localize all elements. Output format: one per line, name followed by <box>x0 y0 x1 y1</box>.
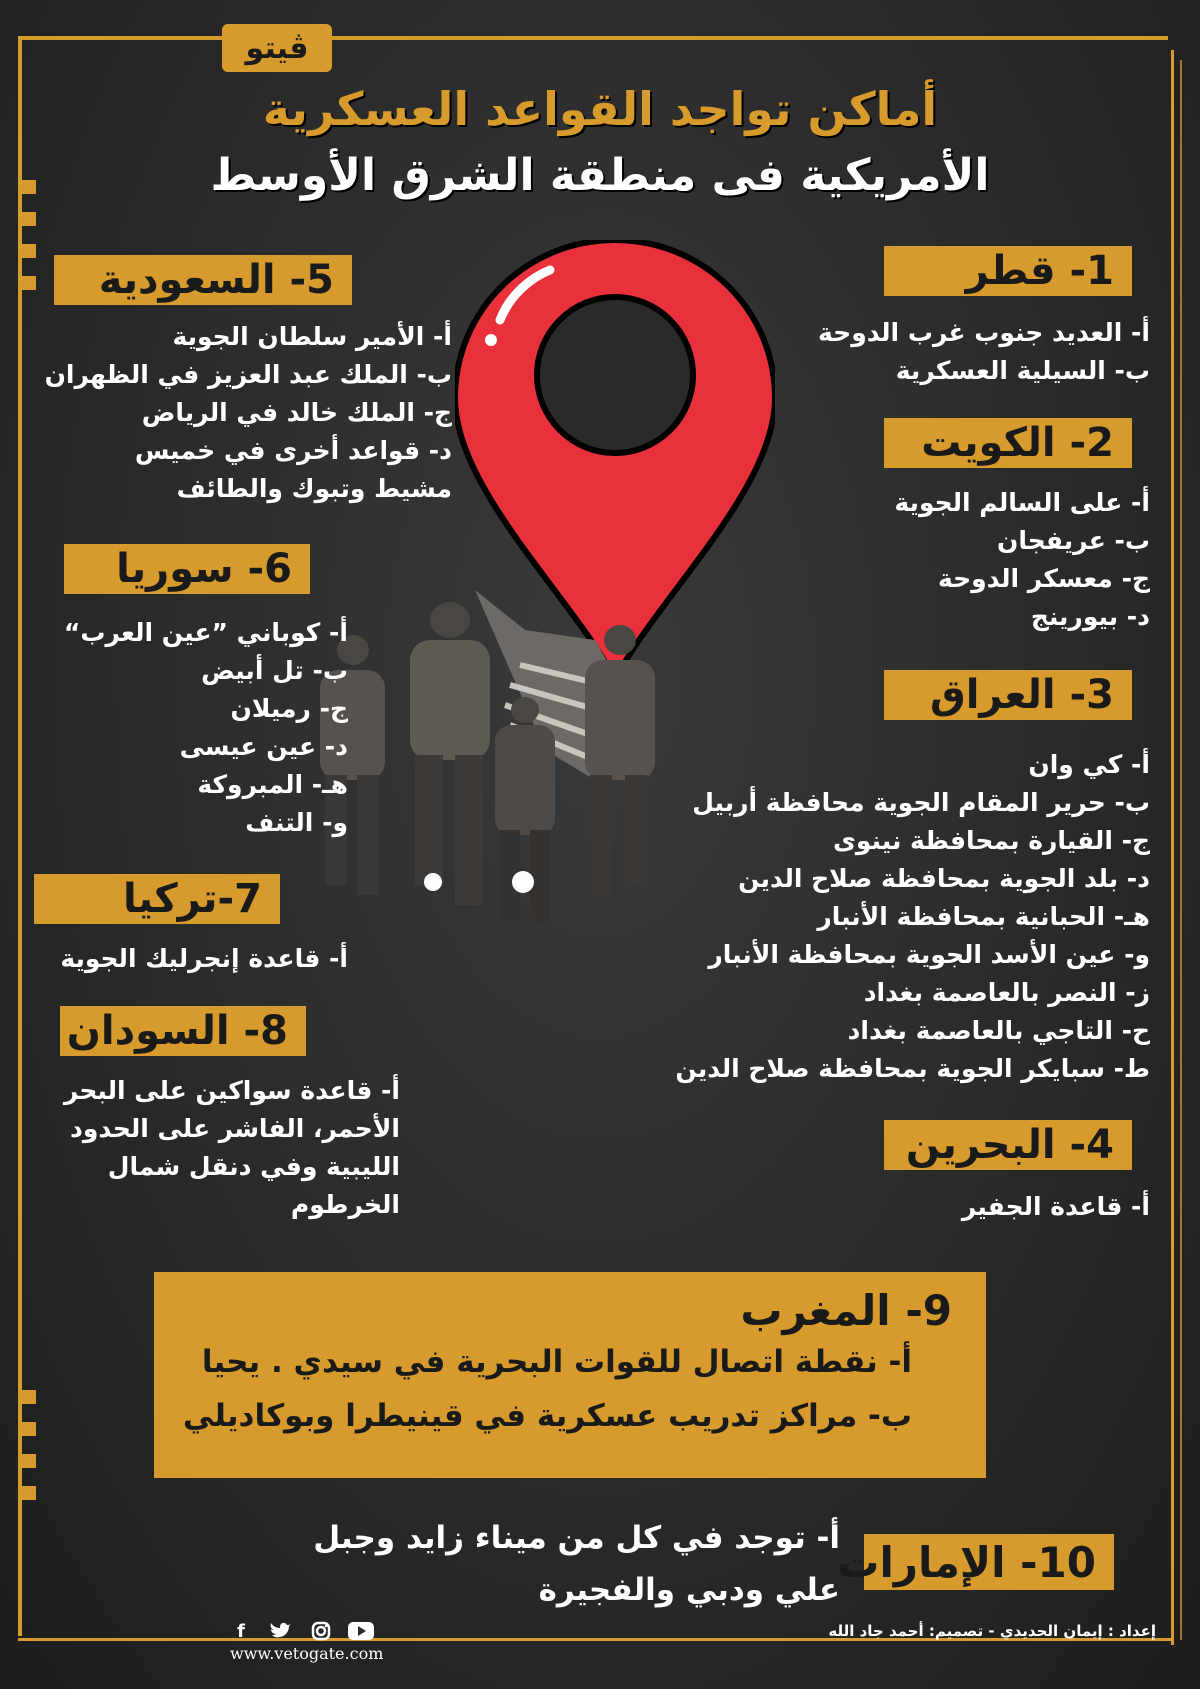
list-item: علي ودبي والفجيرة <box>538 1572 840 1608</box>
website-url[interactable]: www.vetogate.com <box>230 1644 384 1663</box>
soldiers-with-flag-image <box>295 590 735 980</box>
list-item: ب- السيلية العسكرية <box>895 356 1150 385</box>
list-item: د- عين عيسى <box>179 732 348 761</box>
list-item: مشيط وتبوك والطائف <box>176 474 452 503</box>
title-line-2: الأمريكية فى منطقة الشرق الأوسط <box>210 150 990 201</box>
list-item: ب- عريفجان <box>997 526 1150 555</box>
list-item: الخرطوم <box>290 1190 400 1219</box>
list-item: ب- مراكز تدريب عسكرية في قينيطرا وبوكاديلي <box>182 1398 912 1434</box>
list-item: أ- نقطة اتصال للقوات البحرية في سيدي . يحيا <box>201 1344 912 1380</box>
list-sudan <box>58 1072 400 1224</box>
social-icons <box>228 1620 374 1642</box>
list-iraq <box>675 746 1150 1088</box>
header-kuwait: 2- الكويت <box>884 418 1132 468</box>
instagram-icon[interactable] <box>308 1620 334 1642</box>
list-uae <box>300 1512 840 1616</box>
frame-right-border-inner <box>1180 60 1182 1640</box>
list-item: أ- على السالم الجوية <box>894 488 1150 517</box>
list-item: ط- سبايكر الجوية بمحافظة صلاح الدين <box>675 1054 1150 1083</box>
header-iraq: 3- العراق <box>884 670 1132 720</box>
list-item: أ- قاعدة الجفير <box>961 1192 1150 1221</box>
list-bahrain <box>962 1188 1150 1226</box>
list-item: الليبية وفي دنقل شمال <box>107 1152 400 1181</box>
frame-dash <box>18 212 36 226</box>
list-item: ج- رميلان <box>230 694 348 723</box>
youtube-icon[interactable] <box>348 1620 374 1642</box>
list-item: هـ- الحبانية بمحافظة الأنبار <box>817 902 1150 931</box>
list-item: ح- التاجي بالعاصمة بغداد <box>847 1016 1150 1045</box>
list-item: ج- معسكر الدوحة <box>937 564 1150 593</box>
list-item: ب- تل أبيض <box>201 656 348 685</box>
list-qatar <box>818 314 1150 390</box>
list-item: ب- حرير المقام الجوية محافظة أربيل <box>692 788 1150 817</box>
list-item: أ- العديد جنوب غرب الدوحة <box>818 318 1150 347</box>
header-syria: 6- سوريا <box>64 544 310 594</box>
morocco-box <box>154 1272 986 1478</box>
header-saudi: 5- السعودية <box>54 255 352 305</box>
credits-text: إعداد : إيمان الحديدي - تصميم: أحمد جاد الله <box>828 1622 1156 1640</box>
header-uae: 10- الإمارات <box>864 1534 1114 1590</box>
list-item: ج- الملك خالد في الرياض <box>141 398 452 427</box>
list-item: د- بلد الجوية بمحافظة صلاح الدين <box>738 864 1150 893</box>
frame-dash <box>18 244 36 258</box>
list-kuwait <box>894 484 1150 636</box>
frame-dash <box>18 1454 36 1468</box>
facebook-icon[interactable]: f <box>237 1620 245 1642</box>
list-item: أ- كي وان <box>1028 750 1150 779</box>
frame-dash <box>18 1486 36 1500</box>
list-item: الأحمر، الفاشر على الحدود <box>70 1114 400 1143</box>
header-morocco: 9- المغرب <box>740 1286 952 1335</box>
list-item: د- قواعد أخرى في خميس <box>134 436 452 465</box>
frame-right-border <box>1171 50 1174 1645</box>
list-item: أ- توجد في كل من ميناء زايد وجبل <box>313 1520 840 1556</box>
frame-top-border <box>18 36 1168 40</box>
list-item: و- عين الأسد الجوية بمحافظة الأنبار <box>708 940 1150 969</box>
list-item: أ- كوباني ”عين العرب“ <box>63 618 348 647</box>
header-sudan: 8- السودان <box>60 1006 306 1056</box>
frame-dash <box>18 1422 36 1436</box>
list-turkey <box>52 940 348 978</box>
list-item: ج- القيارة بمحافظة نينوى <box>832 826 1150 855</box>
facebook-watermark-icon <box>424 873 442 891</box>
youtube-watermark-icon <box>512 871 534 893</box>
list-item: هـ- المبروكة <box>197 770 348 799</box>
list-item: ز- النصر بالعاصمة بغداد <box>863 978 1150 1007</box>
frame-dash <box>18 1390 36 1404</box>
list-saudi <box>44 318 452 508</box>
veto-logo: ڤيتو <box>222 24 332 72</box>
list-item: ب- الملك عبد العزيز في الظهران <box>44 360 452 389</box>
frame-dash <box>18 276 36 290</box>
header-turkey: 7-تركيا <box>34 874 280 924</box>
list-item: أ- قاعدة سواكين على البحر <box>63 1076 400 1105</box>
header-bahrain: 4- البحرين <box>884 1120 1132 1170</box>
list-item: أ- قاعدة إنجرليك الجوية <box>60 944 348 973</box>
list-item: و- التنف <box>245 808 348 837</box>
header-qatar: 1- قطر <box>884 246 1132 296</box>
list-syria <box>52 614 348 842</box>
title-line-1: أماكن تواجد القواعد العسكرية <box>262 82 938 136</box>
list-item: د- بيورينج <box>1030 602 1150 631</box>
list-item: أ- الأمير سلطان الجوية <box>172 322 452 351</box>
twitter-icon[interactable] <box>268 1620 294 1642</box>
